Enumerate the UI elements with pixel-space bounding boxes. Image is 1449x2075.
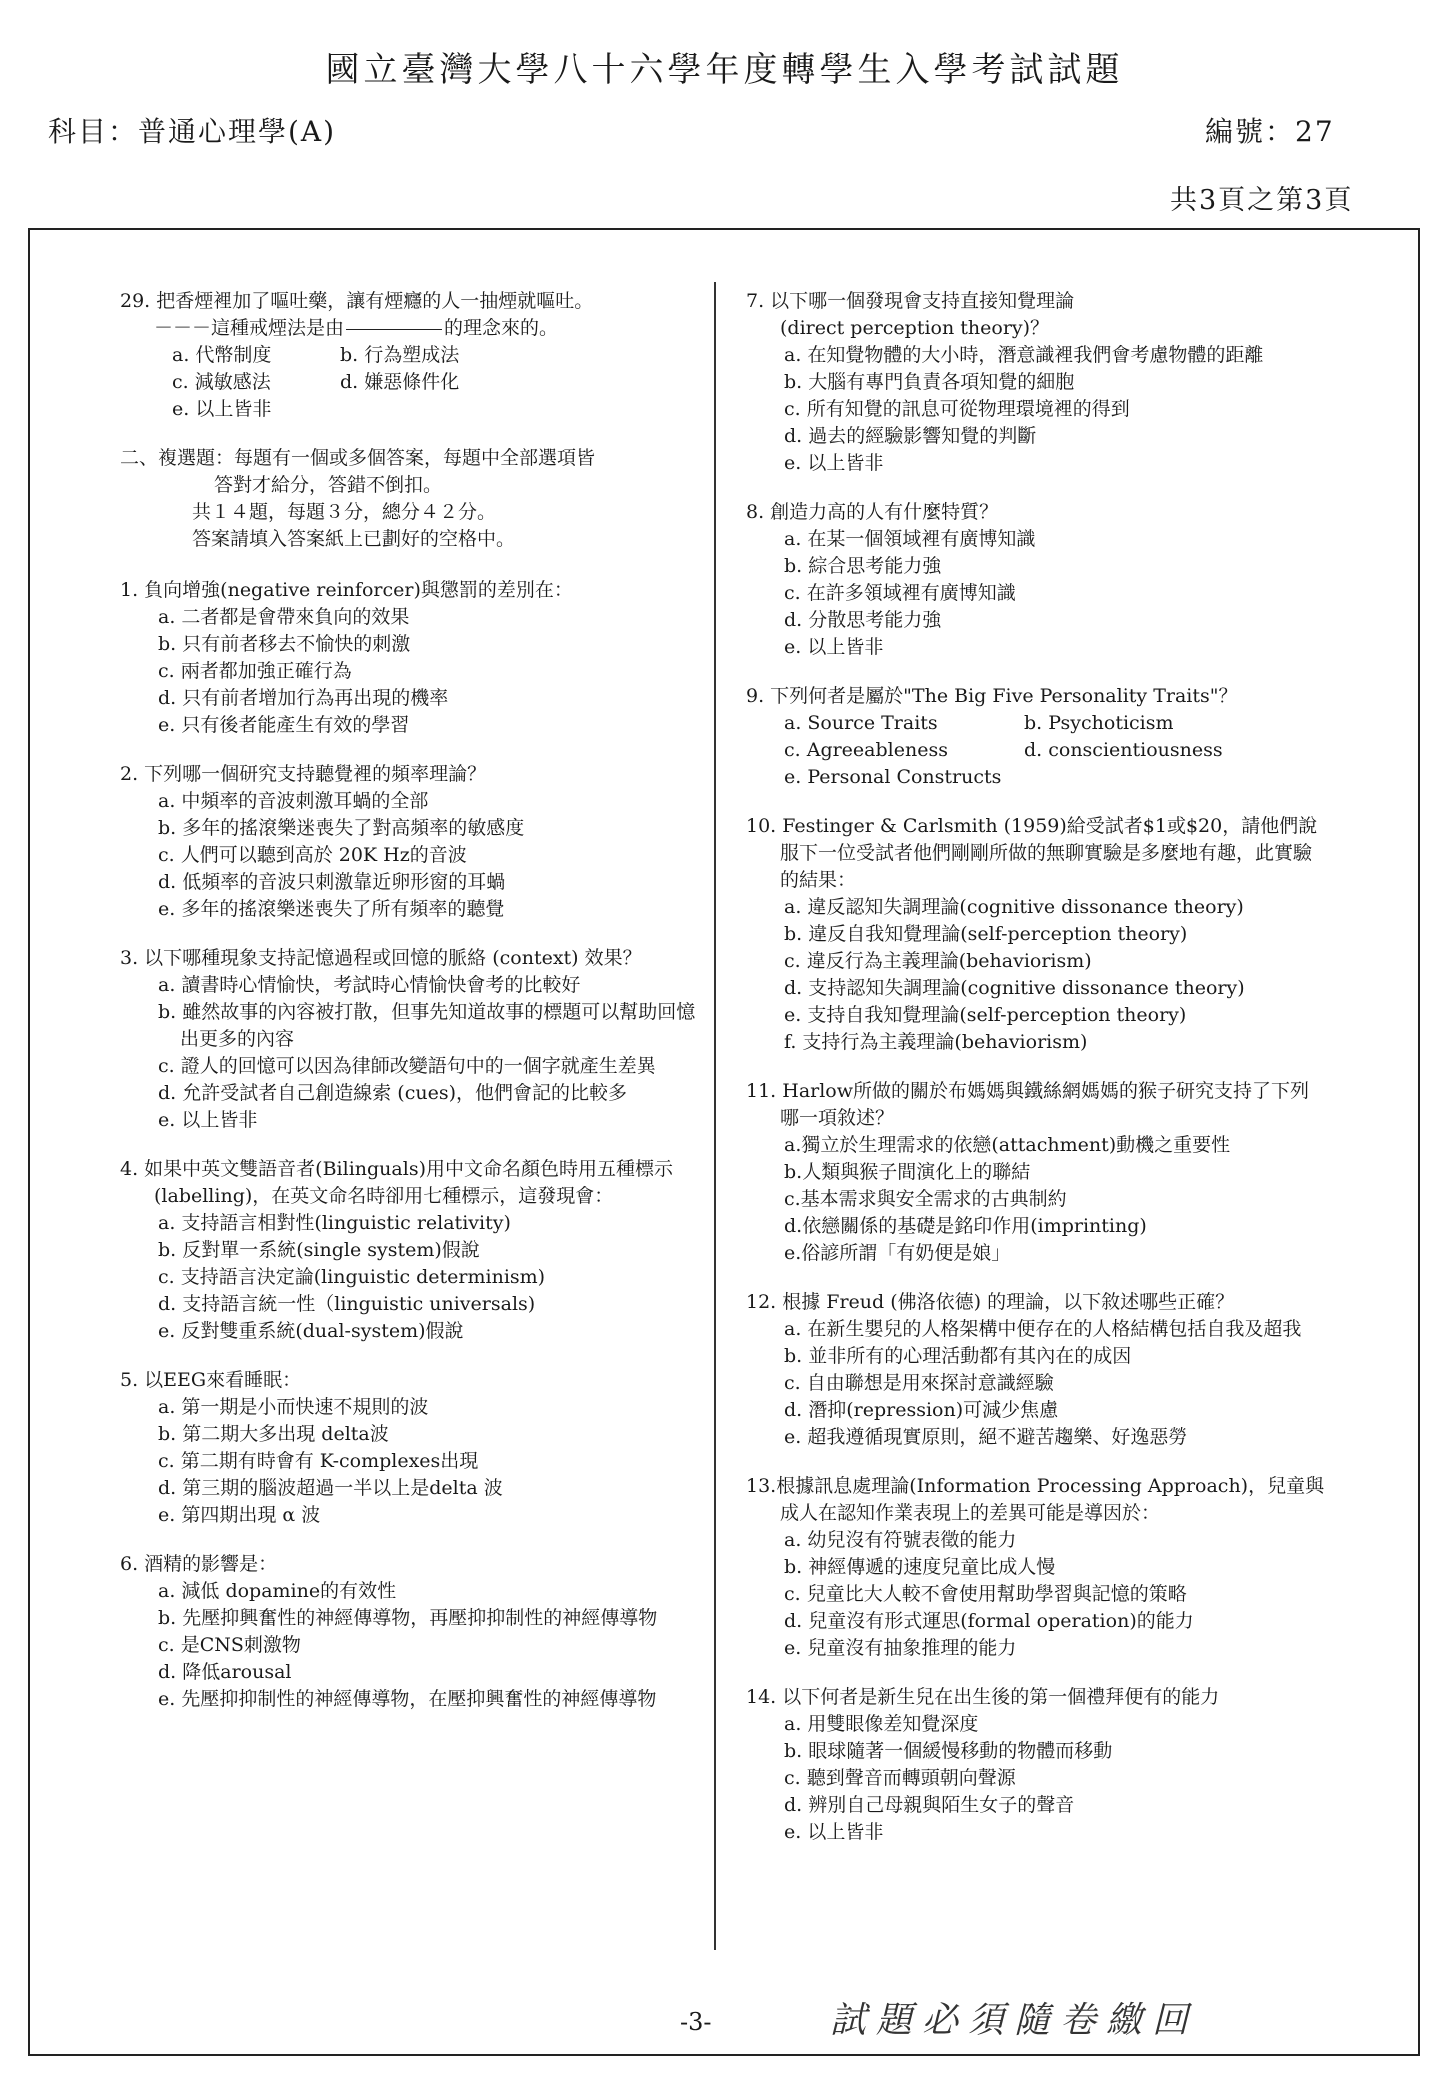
option: b. 雖然故事的內容被打散，但事先知道故事的標題可以幫助回憶出更多的內容 [158, 1001, 696, 1050]
option: c. 支持語言決定論(linguistic determinism) [158, 1266, 546, 1288]
option: c. 減敏感法 [172, 371, 271, 393]
option: a. 減低 dopamine的有效性 [158, 1580, 397, 1602]
option: e. 只有後者能產生有效的學習 [158, 714, 410, 736]
subject-label: 科目：普通心理學(A) [48, 115, 337, 148]
options [784, 1527, 1326, 1662]
option: e. 反對雙重系統(dual-system)假說 [158, 1320, 464, 1342]
question-stem: 5. 以EEG來看睡眠： [120, 1369, 302, 1391]
option: c. 所有知覺的訊息可從物理環境裡的得到 [784, 398, 1130, 420]
question-14 [746, 1684, 1326, 1846]
option: b. 神經傳遞的速度兒童比成人慢 [784, 1556, 1056, 1578]
question-9 [746, 683, 1326, 791]
question-29 [120, 288, 700, 423]
options [172, 342, 700, 423]
option: e. 第四期出現 α 波 [158, 1504, 321, 1526]
question-stem: 8. 創造力高的人有什麼特質？ [746, 501, 999, 523]
question-12 [746, 1289, 1326, 1451]
question-stem: 11. Harlow所做的關於布媽媽與鐵絲網媽媽的猴子研究支持了下列哪一項敘述？ [746, 1080, 1310, 1129]
stem-text: －－－這種戒煙法是由 [154, 317, 345, 339]
instruction-line: 二、複選題：每題有一個或多個答案，每題中全部選項皆 [120, 447, 596, 469]
question-stem: 10. Festinger & Carlsmith (1959)給受試者$1或$20，請他們說服下一位受試者他們剛剛所做的無聊實驗是多麼地有趣，此實驗的結果： [746, 815, 1318, 891]
options [158, 1578, 700, 1713]
option: e. 以上皆非 [784, 636, 884, 658]
option: d. 降低arousal [158, 1661, 292, 1683]
option: e.俗諺所謂「有奶便是娘」 [784, 1242, 1011, 1264]
question-13 [746, 1473, 1326, 1662]
option: d. 過去的經驗影響知覺的判斷 [784, 425, 1037, 447]
question-stem-line2 [120, 315, 700, 342]
option: e. 超我遵循現實原則，絕不避苦趨樂、好逸惡勞 [784, 1426, 1188, 1448]
question-stem: 12. 根據 Freud (佛洛依德) 的理論，以下敘述哪些正確？ [746, 1291, 1235, 1313]
option: c. 是CNS刺激物 [158, 1634, 301, 1656]
question-7 [746, 288, 1326, 477]
option: e. Personal Constructs [784, 766, 1002, 788]
options [158, 788, 700, 923]
option: e. 以上皆非 [172, 398, 272, 420]
option: b. 第二期大多出現 delta波 [158, 1423, 389, 1445]
instruction-line: 答案請填入答案紙上已劃好的空格中。 [192, 528, 516, 550]
options [158, 604, 700, 739]
options [158, 972, 700, 1134]
option: b. 並非所有的心理活動都有其內在的成因 [784, 1345, 1132, 1367]
option: d. 支持語言統一性（linguistic universals) [158, 1293, 536, 1315]
options [784, 342, 1326, 477]
option: e. 以上皆非 [158, 1109, 258, 1131]
question-10 [746, 813, 1326, 1056]
option: b. 大腦有專門負責各項知覺的細胞 [784, 371, 1075, 393]
question-8 [746, 499, 1326, 661]
option: e. 以上皆非 [784, 1821, 884, 1843]
question-1 [120, 577, 700, 739]
option: a. 幼兒沒有符號表徵的能力 [784, 1529, 1017, 1551]
question-stem: 14. 以下何者是新生兒在出生後的第一個禮拜便有的能力 [746, 1686, 1220, 1708]
question-stem: 6. 酒精的影響是： [120, 1553, 278, 1575]
option: d. 第三期的腦波超過一半以上是delta 波 [158, 1477, 503, 1499]
option: c. 違反行為主義理論(behaviorism) [784, 950, 1092, 972]
option: c. 證人的回憶可以因為律師改變語句中的一個字就產生差異 [158, 1055, 656, 1077]
option: b. 先壓抑興奮性的神經傳導物，再壓抑抑制性的神經傳導物 [158, 1607, 658, 1629]
option: c. 在許多領域裡有廣博知識 [784, 582, 1016, 604]
option: d. 只有前者增加行為再出現的機率 [158, 687, 449, 709]
options [784, 1316, 1326, 1451]
option: b. Psychoticism [1024, 712, 1174, 734]
question-4 [120, 1156, 700, 1345]
option: d. 允許受試者自己創造線索 (cues)，他們會記的比較多 [158, 1082, 627, 1104]
question-stem: 2. 下列哪一個研究支持聽覺裡的頻率理論？ [120, 763, 487, 785]
option: b. 行為塑成法 [340, 344, 460, 366]
question-11 [746, 1078, 1326, 1267]
question-stem: 1. 負向增強(negative reinforcer)與懲罰的差別在： [120, 579, 573, 601]
option: a. 中頻率的音波刺激耳蝸的全部 [158, 790, 429, 812]
option: a. 二者都是會帶來負向的效果 [158, 606, 410, 628]
page-number: -3- [680, 2008, 712, 2036]
option: c. 兒童比大人較不會使用幫助學習與記憶的策略 [784, 1583, 1187, 1605]
option: a. 支持語言相對性(linguistic relativity) [158, 1212, 511, 1234]
option: a. 第一期是小而快速不規則的波 [158, 1396, 429, 1418]
option: a. 代幣制度 [172, 344, 272, 366]
options [784, 710, 1326, 764]
column-divider [714, 282, 716, 1950]
page-info: 共3頁之第3頁 [1170, 185, 1354, 216]
option: c. 自由聯想是用來探討意識經驗 [784, 1372, 1054, 1394]
option: e. 先壓抑抑制性的神經傳導物，在壓抑興奮性的神經傳導物 [158, 1688, 657, 1710]
options [784, 526, 1326, 661]
option: a. Source Traits [784, 712, 938, 734]
option: d.依戀關係的基礎是銘印作用(imprinting) [784, 1215, 1147, 1237]
right-column [746, 288, 1326, 1868]
option: e. 多年的搖滾樂迷喪失了所有頻率的聽覺 [158, 898, 505, 920]
option: b. 反對單一系統(single system)假說 [158, 1239, 480, 1261]
option: a. 在知覺物體的大小時，潛意識裡我們會考慮物體的距離 [784, 344, 1264, 366]
left-column [120, 288, 700, 1735]
option: a. 違反認知失調理論(cognitive dissonance theory) [784, 896, 1244, 918]
option: c. 人們可以聽到高於 20K Hz的音波 [158, 844, 467, 866]
option: c. 聽到聲音而轉頭朝向聲源 [784, 1767, 1016, 1789]
question-stem: 7. 以下哪一個發現會支持直接知覺理論 [746, 290, 1075, 312]
options [784, 894, 1326, 1056]
stem-text: 的理念來的。 [444, 317, 559, 339]
option: a. 用雙眼像差知覺深度 [784, 1713, 979, 1735]
question-stem: 13.根據訊息處理論(Information Processing Approach)，兒童與成人在認知作業表現上的差異可能是導因於： [746, 1475, 1325, 1524]
options [784, 1132, 1326, 1267]
option: d. 嫌惡條件化 [340, 371, 460, 393]
question-stem: 3. 以下哪種現象支持記憶過程或回憶的脈絡 (context) 效果？ [120, 947, 642, 969]
option: d. 分散思考能力強 [784, 609, 942, 631]
question-stem: 9. 下列何者是屬於"The Big Five Personality Traits"？ [746, 685, 1238, 707]
option: a. 讀書時心情愉快，考試時心情愉快會考的比較好 [158, 974, 581, 996]
question-stem-extra: (direct perception theory)？ [780, 317, 1050, 339]
section-instructions [120, 445, 700, 553]
option: a. 在新生嬰兒的人格架構中便存在的人格結構包括自我及超我 [784, 1318, 1302, 1340]
answer-blank [346, 328, 442, 330]
option: d. 兒童沒有形式運思(formal operation)的能力 [784, 1610, 1194, 1632]
exam-title: 國立臺灣大學八十六學年度轉學生入學考試試題 [325, 50, 1124, 90]
option: d. 低頻率的音波只刺激靠近卵形窗的耳蝸 [158, 871, 506, 893]
question-6 [120, 1551, 700, 1713]
option: e. 兒童沒有抽象推理的能力 [784, 1637, 1017, 1659]
option: c. 兩者都加強正確行為 [158, 660, 352, 682]
option: b. 眼球隨著一個緩慢移動的物體而移動 [784, 1740, 1113, 1762]
question-5 [120, 1367, 700, 1529]
option: a.獨立於生理需求的依戀(attachment)動機之重要性 [784, 1134, 1231, 1156]
option: b.人類與猴子間演化上的聯結 [784, 1161, 1031, 1183]
question-2 [120, 761, 700, 923]
option: e. 支持自我知覺理論(self-perception theory) [784, 1004, 1187, 1026]
options [158, 1210, 700, 1345]
exam-code: 編號：27 [1205, 115, 1335, 148]
option: b. 綜合思考能力強 [784, 555, 942, 577]
option: d. conscientiousness [1024, 739, 1223, 761]
option: d. 辨別自己母親與陌生女子的聲音 [784, 1794, 1075, 1816]
instruction-line: 共１４題，每題３分，總分４２分。 [192, 501, 497, 523]
option: c. Agreeableness [784, 739, 948, 761]
option: b. 只有前者移去不愉快的刺激 [158, 633, 411, 655]
return-stamp: 試題必須隨卷繳回 [830, 2000, 1199, 2041]
option: a. 在某一個領域裡有廣博知識 [784, 528, 1036, 550]
question-stem: 4. 如果中英文雙語音者(Bilinguals)用中文命名顏色時用五種標示 (labelling)，在英文命名時卻用七種標示，這發現會： [120, 1158, 673, 1207]
instruction-line: 答對才給分，答錯不倒扣。 [214, 474, 443, 496]
option: d. 潛抑(repression)可減少焦慮 [784, 1399, 1059, 1421]
option: b. 違反自我知覺理論(self-perception theory) [784, 923, 1188, 945]
option: c.基本需求與安全需求的古典制約 [784, 1188, 1067, 1210]
question-3 [120, 945, 700, 1134]
option: e. 以上皆非 [784, 452, 884, 474]
option: b. 多年的搖滾樂迷喪失了對高頻率的敏感度 [158, 817, 525, 839]
options [158, 1394, 700, 1529]
option: f. 支持行為主義理論(behaviorism) [784, 1031, 1088, 1053]
option: c. 第二期有時會有 K-complexes出現 [158, 1450, 479, 1472]
option: d. 支持認知失調理論(cognitive dissonance theory) [784, 977, 1245, 999]
options [784, 1711, 1326, 1846]
question-stem: 29. 把香煙裡加了嘔吐藥，讓有煙癮的人一抽煙就嘔吐。 [120, 290, 594, 312]
